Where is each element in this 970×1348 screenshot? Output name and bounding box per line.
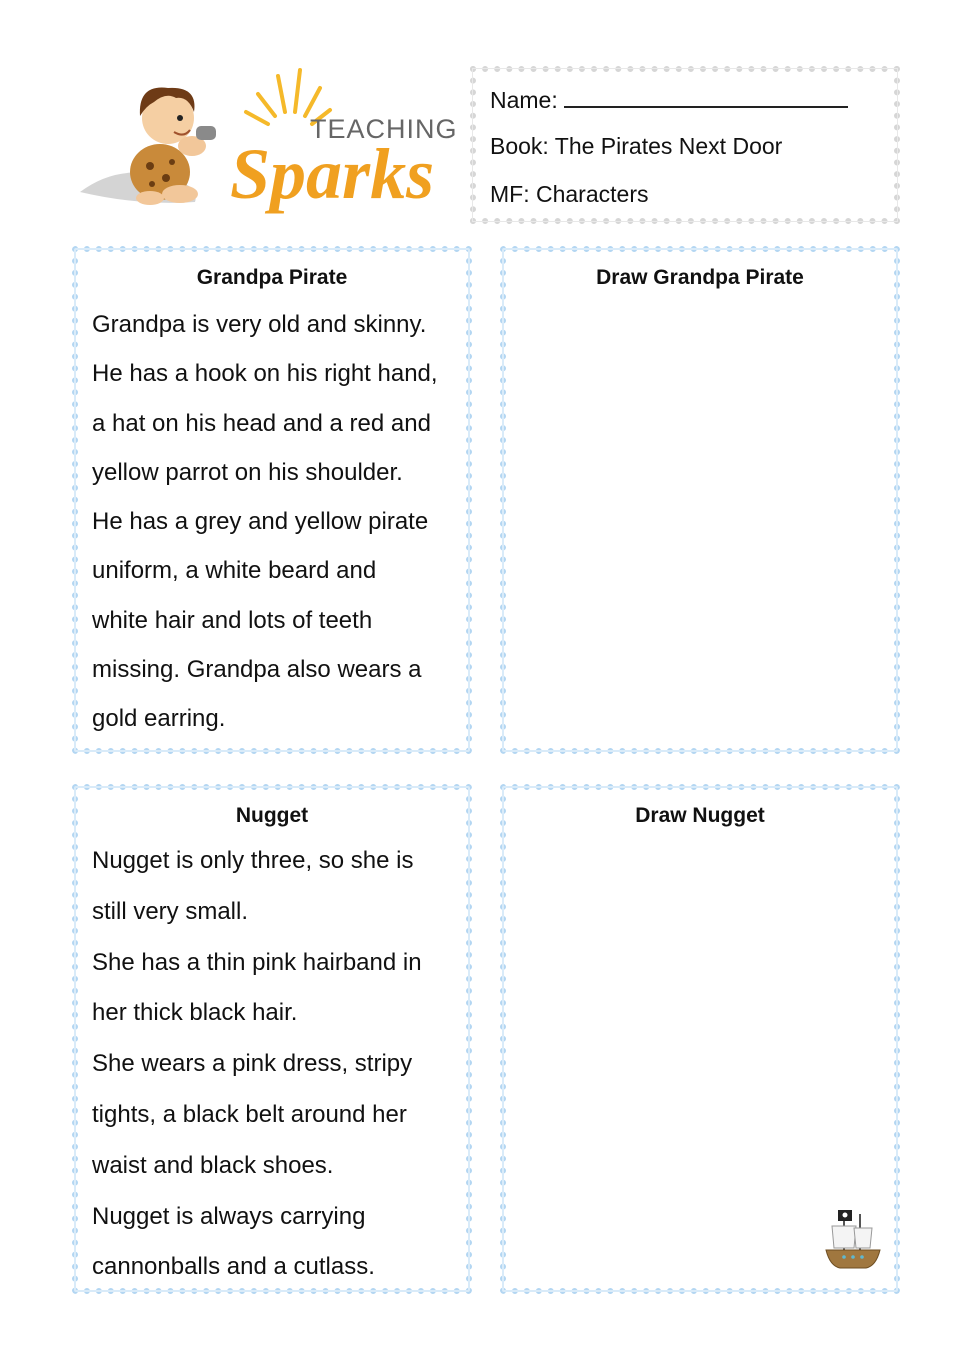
name-line	[490, 86, 894, 134]
teaching-sparks-logo	[80, 66, 460, 214]
text-line: Grandpa is very old and skinny.	[92, 311, 427, 338]
text-line: tights, a black belt around her	[92, 1100, 407, 1128]
card-title: Nugget	[235, 804, 309, 827]
svg-text:Sparks: Sparks	[230, 134, 435, 214]
name-label: Name:	[490, 87, 558, 113]
name-blank[interactable]	[564, 86, 848, 108]
grandpa-description	[78, 300, 466, 744]
text-line: waist and black shoes.	[92, 1151, 334, 1179]
text-line: a hat on his head and a red and	[92, 409, 431, 437]
grandpa-pirate-card	[72, 246, 472, 754]
book-line: Book: The Pirates Next Door	[490, 133, 783, 159]
pirate-ship-icon	[824, 1204, 882, 1272]
text-line: uniform, a white beard and	[92, 557, 377, 585]
text-line: Nugget is only three, so she is	[92, 847, 414, 874]
caveman-mascot-icon	[80, 66, 460, 214]
text-line: She wears a pink dress, stripy	[92, 1050, 413, 1078]
draw-grandpa-card[interactable]	[500, 246, 900, 754]
text-line: He has a hook on his right hand,	[92, 360, 438, 388]
student-info-box	[470, 66, 900, 224]
text-line: still very small.	[92, 897, 249, 925]
text-line: white hair and lots of teeth	[92, 606, 373, 634]
text-line: Nugget is always carrying	[92, 1202, 366, 1230]
nugget-card	[72, 784, 472, 1294]
svg-text:TEACHING: TEACHING	[310, 114, 458, 144]
text-line: He has a grey and yellow pirate	[92, 508, 429, 536]
text-line: cannonballs and a cutlass.	[92, 1253, 375, 1281]
card-title: Grandpa Pirate	[196, 266, 348, 289]
text-line: gold earring.	[92, 705, 226, 733]
card-title: Draw Grandpa Pirate	[596, 266, 804, 289]
text-line: yellow parrot on his shoulder.	[92, 458, 403, 486]
nugget-description	[78, 836, 466, 1293]
text-line: missing. Grandpa also wears a	[92, 656, 422, 684]
mf-line: MF: Characters	[490, 181, 649, 207]
text-line: her thick black hair.	[92, 999, 298, 1027]
text-line: She has a thin pink hairband in	[92, 948, 422, 976]
card-title: Draw Nugget	[635, 804, 765, 827]
